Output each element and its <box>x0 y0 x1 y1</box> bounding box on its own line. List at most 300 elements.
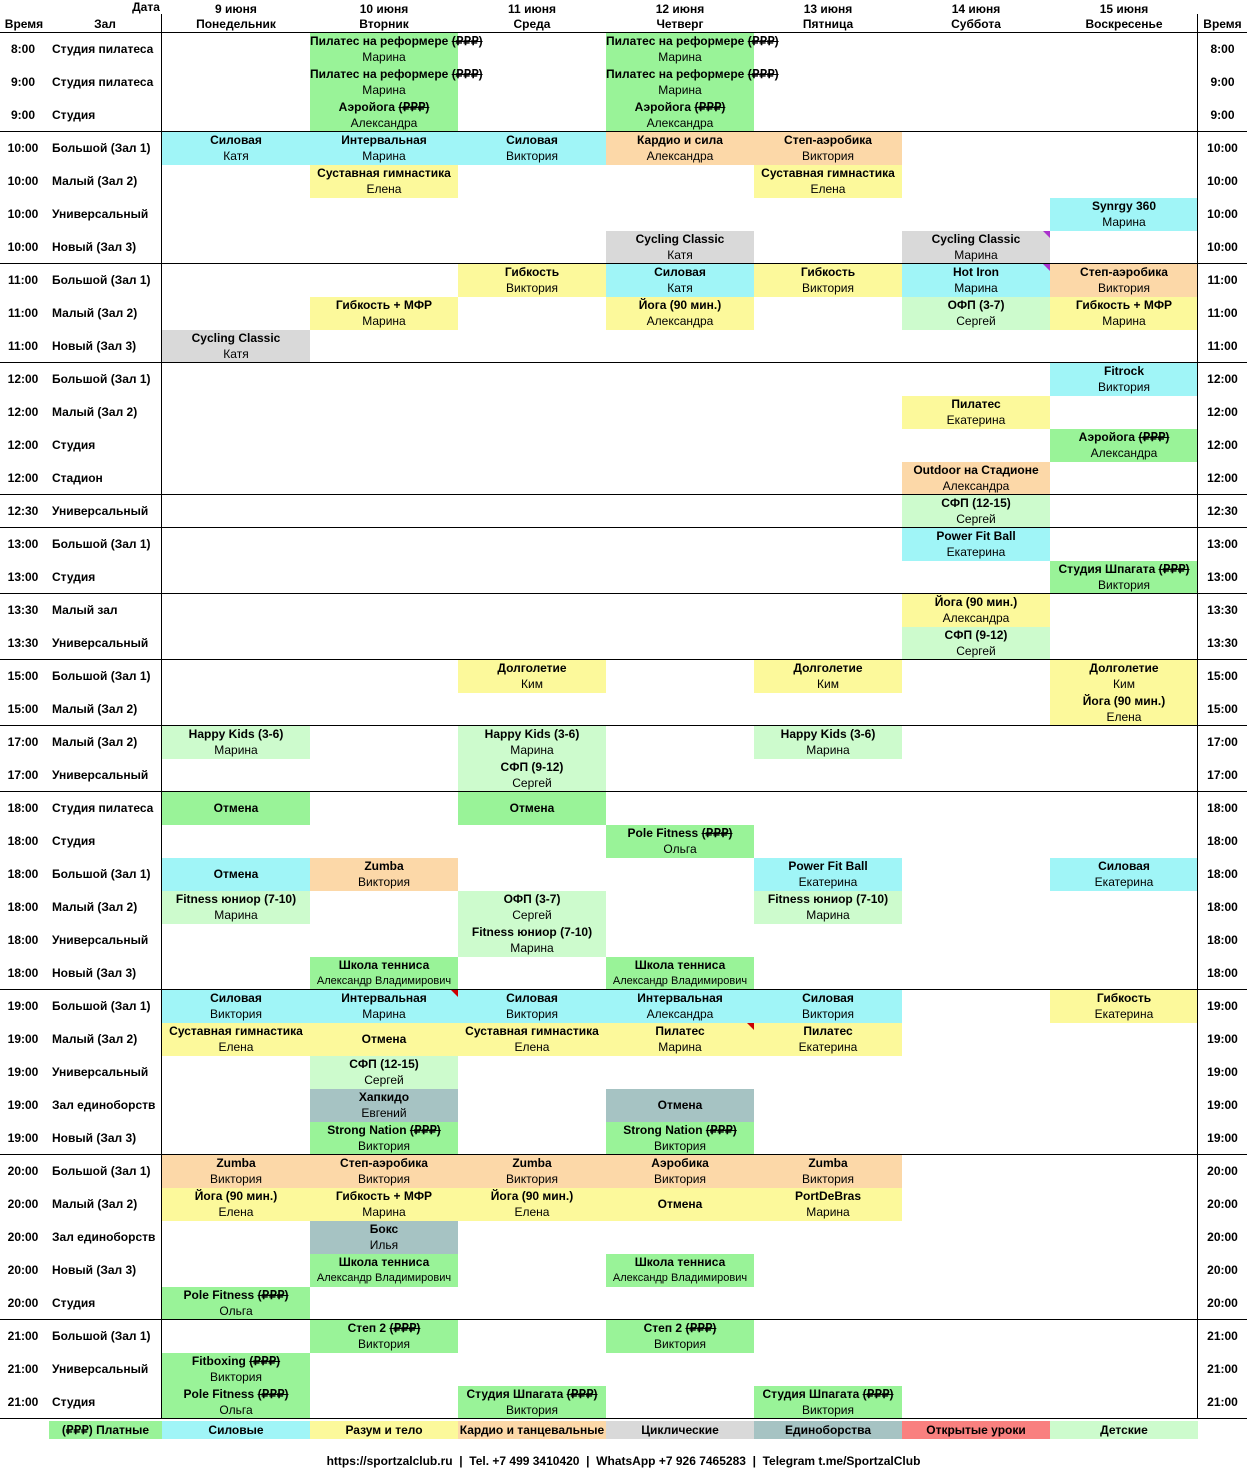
class-instructor: Виктория <box>1097 380 1150 394</box>
legend-item: Силовые <box>162 1421 310 1439</box>
class-title <box>162 1287 310 1303</box>
class-name: Студия Шпагата <box>1058 562 1156 576</box>
class-cell[interactable] <box>606 66 779 99</box>
class-name: Zumba <box>364 859 404 873</box>
row-time-right: 12:00 <box>1207 405 1238 419</box>
class-cell[interactable] <box>310 33 483 66</box>
class-cell[interactable] <box>310 1320 458 1353</box>
class-name: Школа тенниса <box>634 1255 726 1269</box>
row-time-right: 11:00 <box>1207 306 1238 320</box>
class-instructor: Сергей <box>956 512 996 526</box>
class-instructor: Сергей <box>364 1073 404 1087</box>
class-cell[interactable] <box>754 165 902 198</box>
day-date: 13 июня <box>803 2 853 16</box>
row-time-right: 10:00 <box>1207 174 1238 188</box>
row-time-right: 12:00 <box>1207 372 1238 386</box>
class-title <box>162 990 310 1006</box>
class-cell[interactable] <box>310 1023 458 1056</box>
header-time-label-right: Время <box>1203 17 1242 31</box>
day-weekday: Четверг <box>656 17 704 31</box>
row-time-right: 19:00 <box>1207 1098 1238 1112</box>
class-cell[interactable] <box>606 264 754 297</box>
class-name: ОФП (3-7) <box>503 892 561 906</box>
class-cell[interactable] <box>754 858 902 891</box>
class-cell[interactable] <box>310 1188 458 1221</box>
class-cell[interactable] <box>162 1155 310 1188</box>
class-name: Pole Fitness <box>183 1387 255 1401</box>
class-cell[interactable] <box>1050 990 1198 1023</box>
row-hall: Большой (Зал 1) <box>52 537 151 551</box>
day-date: 11 июня <box>508 2 556 16</box>
class-instructor: Марина <box>1102 215 1146 229</box>
class-name: Долголетие <box>1089 661 1159 675</box>
class-cell[interactable] <box>458 1155 606 1188</box>
class-title <box>606 957 754 973</box>
class-cell[interactable] <box>902 495 1050 528</box>
class-cell[interactable] <box>1050 264 1198 297</box>
class-title <box>310 1254 458 1270</box>
class-instructor: Ольга <box>219 1304 253 1318</box>
class-name: Гибкость + МФР <box>1075 298 1173 312</box>
class-cell[interactable] <box>606 1254 754 1287</box>
class-instructor: Сергей <box>956 644 996 658</box>
class-cell[interactable] <box>902 594 1050 627</box>
class-instructor: Виктория <box>209 1007 262 1021</box>
row-time: 12:00 <box>7 438 39 452</box>
row-time: 19:00 <box>7 1131 39 1145</box>
class-cell[interactable] <box>310 1122 458 1155</box>
price-tag: (₽₽₽) <box>747 67 779 81</box>
class-cell[interactable] <box>902 627 1050 660</box>
class-cell[interactable] <box>310 99 458 132</box>
class-instructor: Марина <box>658 1040 702 1054</box>
class-name: Хапкидо <box>358 1090 410 1104</box>
row-hall: Малый (Зал 2) <box>52 405 138 419</box>
class-cell[interactable] <box>162 1023 310 1056</box>
row-time-right: 15:00 <box>1207 669 1238 683</box>
row-time: 21:00 <box>7 1362 39 1376</box>
class-cell[interactable] <box>754 264 902 297</box>
class-title <box>310 165 458 181</box>
class-cell[interactable] <box>458 891 606 924</box>
legend-item: Открытые уроки <box>902 1421 1050 1439</box>
class-cell[interactable] <box>310 957 458 990</box>
class-instructor: Марина <box>954 248 998 262</box>
class-title <box>606 1155 754 1171</box>
class-instructor: Виктория <box>801 149 854 163</box>
class-cell[interactable] <box>754 1155 902 1188</box>
class-cell[interactable] <box>754 726 902 759</box>
class-title <box>162 858 310 891</box>
class-instructor: Марина <box>214 908 258 922</box>
class-cell[interactable] <box>458 726 606 759</box>
row-hall: Малый (Зал 2) <box>52 702 138 716</box>
row-hall: Новый (Зал 3) <box>52 1131 137 1145</box>
class-name: Zumba <box>512 1156 552 1170</box>
class-cell[interactable] <box>754 1023 902 1056</box>
row-time-right: 19:00 <box>1207 1065 1238 1079</box>
class-title <box>162 792 310 825</box>
class-instructor: Виктория <box>653 1139 706 1153</box>
row-time-right: 18:00 <box>1207 867 1238 881</box>
class-name: Пилатес на реформере <box>606 34 745 48</box>
row-hall: Студия пилатеса <box>52 75 154 89</box>
class-cell[interactable] <box>1050 693 1198 726</box>
class-cell[interactable] <box>606 1023 754 1056</box>
class-instructor: Ким <box>521 677 543 691</box>
class-name: Студия Шпагата <box>466 1387 564 1401</box>
row-time-right: 12:30 <box>1207 504 1238 518</box>
class-cell[interactable] <box>162 891 310 924</box>
row-time: 20:00 <box>7 1164 39 1178</box>
group-rule <box>0 494 1247 495</box>
class-instructor: Виктория <box>801 1172 854 1186</box>
group-rule <box>0 659 1247 660</box>
row-time-right: 18:00 <box>1207 900 1238 914</box>
row-hall: Универсальный <box>52 207 149 221</box>
class-name: Интервальная <box>341 991 427 1005</box>
row-time-right: 19:00 <box>1207 999 1238 1013</box>
class-cell[interactable] <box>606 231 754 264</box>
class-cell[interactable] <box>902 231 1050 264</box>
class-title <box>606 66 779 82</box>
class-cell[interactable] <box>606 1089 754 1122</box>
class-name: Power Fit Ball <box>788 859 868 873</box>
class-title <box>606 1122 754 1138</box>
class-cell[interactable] <box>902 396 1050 429</box>
class-name: Отмена <box>213 801 259 815</box>
class-name: Synrgy 360 <box>1091 199 1157 213</box>
class-instructor: Виктория <box>505 1007 558 1021</box>
class-cell[interactable] <box>162 1386 310 1419</box>
class-name: Пилатес на реформере <box>310 67 449 81</box>
row-hall: Зал единоборств <box>52 1098 156 1112</box>
class-title <box>162 1386 310 1402</box>
class-instructor: Марина <box>510 941 554 955</box>
group-rule <box>0 989 1247 990</box>
class-instructor: Виктория <box>505 1403 558 1417</box>
row-hall: Универсальный <box>52 636 149 650</box>
group-rule <box>0 263 1247 264</box>
class-cell[interactable] <box>310 990 458 1023</box>
row-time: 13:30 <box>7 636 39 650</box>
class-cell[interactable] <box>1050 660 1198 693</box>
class-cell[interactable] <box>754 891 902 924</box>
class-instructor: Виктория <box>801 1403 854 1417</box>
class-cell[interactable] <box>606 99 754 132</box>
legend-item: Разум и тело <box>310 1421 458 1439</box>
row-hall: Стадион <box>52 471 103 485</box>
class-title <box>1050 858 1198 874</box>
class-instructor: Марина <box>362 1205 406 1219</box>
row-time-right: 10:00 <box>1207 240 1238 254</box>
class-name: Happy Kids (3-6) <box>484 727 580 741</box>
class-instructor: Виктория <box>357 875 410 889</box>
class-name: Power Fit Ball <box>936 529 1016 543</box>
row-hall: Большой (Зал 1) <box>52 372 151 386</box>
class-instructor: Катя <box>223 149 249 163</box>
class-title <box>606 132 754 148</box>
row-time: 18:00 <box>7 900 39 914</box>
class-name: Гибкость + МФР <box>335 1189 433 1203</box>
class-title <box>754 660 902 676</box>
note-marker-icon <box>1043 231 1050 238</box>
class-cell[interactable] <box>754 1188 902 1221</box>
class-name: Cycling Classic <box>931 232 1021 246</box>
row-time-right: 13:00 <box>1207 570 1238 584</box>
class-instructor: Виктория <box>209 1172 262 1186</box>
class-cell[interactable] <box>458 990 606 1023</box>
class-title <box>1050 429 1198 445</box>
class-cell[interactable] <box>606 132 754 165</box>
class-title <box>902 231 1050 247</box>
class-instructor: Марина <box>510 743 554 757</box>
class-cell[interactable] <box>902 462 1050 495</box>
row-time: 17:00 <box>7 768 39 782</box>
class-cell[interactable] <box>754 1386 902 1419</box>
class-title <box>1050 297 1198 313</box>
price-tag: (₽₽₽) <box>389 1321 421 1335</box>
class-title <box>310 957 458 973</box>
class-cell[interactable] <box>1050 429 1198 462</box>
class-instructor: Виктория <box>209 1370 262 1384</box>
class-cell[interactable] <box>310 66 483 99</box>
row-hall: Универсальный <box>52 933 149 947</box>
class-title <box>458 792 606 825</box>
class-instructor: Александра <box>646 149 714 163</box>
class-name: Силовая <box>802 991 854 1005</box>
price-tag: (₽₽₽) <box>685 1321 717 1335</box>
class-name: Happy Kids (3-6) <box>780 727 876 741</box>
class-title <box>606 1089 754 1122</box>
class-cell[interactable] <box>310 1155 458 1188</box>
class-cell[interactable] <box>1050 858 1198 891</box>
row-time: 11:00 <box>7 306 39 320</box>
group-rule <box>0 791 1247 792</box>
class-cell[interactable] <box>162 726 310 759</box>
price-tag: (₽₽₽) <box>257 1288 289 1302</box>
class-instructor: Марина <box>658 50 702 64</box>
row-time: 15:00 <box>7 669 39 683</box>
class-name: Суставная гимнастика <box>317 166 451 180</box>
class-cell[interactable] <box>162 1287 310 1320</box>
class-cell[interactable] <box>458 1386 606 1419</box>
class-cell[interactable] <box>310 858 458 891</box>
row-time: 11:00 <box>7 273 39 287</box>
legend-item: Детские <box>1050 1421 1198 1439</box>
class-cell[interactable] <box>754 132 902 165</box>
class-name: Гибкость <box>504 265 560 279</box>
row-hall: Малый (Зал 2) <box>52 900 138 914</box>
class-name: Аэройога <box>634 100 692 114</box>
class-cell[interactable] <box>458 1188 606 1221</box>
class-cell[interactable] <box>606 1155 754 1188</box>
row-hall: Большой (Зал 1) <box>52 1329 151 1343</box>
row-hall: Студия пилатеса <box>52 42 154 56</box>
row-time: 12:00 <box>7 471 39 485</box>
class-title <box>606 1023 754 1039</box>
class-name: Cycling Classic <box>635 232 725 246</box>
class-title <box>1050 660 1198 676</box>
day-weekday: Пятница <box>802 17 854 31</box>
class-cell[interactable] <box>162 132 310 165</box>
class-cell[interactable] <box>606 1122 754 1155</box>
class-name: Интервальная <box>341 133 427 147</box>
row-hall: Большой (Зал 1) <box>52 867 151 881</box>
legend-item: Единоборства <box>754 1421 902 1439</box>
class-cell[interactable] <box>458 660 606 693</box>
class-title <box>162 1188 310 1204</box>
class-cell[interactable] <box>310 1254 458 1287</box>
class-title <box>606 1320 754 1336</box>
row-time: 20:00 <box>7 1296 39 1310</box>
class-cell[interactable] <box>902 528 1050 561</box>
header-time-label: Время <box>4 17 44 31</box>
class-title <box>458 1386 606 1402</box>
class-cell[interactable] <box>902 297 1050 330</box>
class-cell[interactable] <box>606 990 754 1023</box>
class-cell[interactable] <box>606 1188 754 1221</box>
class-title <box>458 1155 606 1171</box>
class-cell[interactable] <box>458 924 606 957</box>
class-name: Йога (90 мин.) <box>490 1189 574 1203</box>
row-time: 18:00 <box>7 933 39 947</box>
class-instructor: Марина <box>362 314 406 328</box>
class-title <box>310 1023 458 1056</box>
class-cell[interactable] <box>162 858 310 891</box>
class-cell[interactable] <box>606 825 754 858</box>
class-cell[interactable] <box>310 297 458 330</box>
class-cell[interactable] <box>310 165 458 198</box>
row-time: 10:00 <box>7 240 39 254</box>
row-hall: Студия <box>52 1296 96 1310</box>
class-cell[interactable] <box>902 264 1050 297</box>
class-name: Силовая <box>210 991 262 1005</box>
row-hall: Большой (Зал 1) <box>52 669 151 683</box>
class-name: Суставная гимнастика <box>169 1024 303 1038</box>
day-date: 14 июня <box>951 2 1001 16</box>
class-instructor: Екатерина <box>946 413 1006 427</box>
row-hall: Студия <box>52 834 96 848</box>
class-cell[interactable] <box>162 792 310 825</box>
class-instructor: Александра <box>942 611 1010 625</box>
price-tag: (₽₽₽) <box>694 100 726 114</box>
class-title <box>310 1089 458 1105</box>
class-cell[interactable] <box>310 1089 458 1122</box>
class-title <box>458 891 606 907</box>
price-tag: (₽₽₽) <box>862 1387 894 1401</box>
row-time-right: 12:00 <box>1207 471 1238 485</box>
class-cell[interactable] <box>754 660 902 693</box>
class-instructor: Екатерина <box>798 875 858 889</box>
class-cell[interactable] <box>310 132 458 165</box>
day-weekday: Среда <box>513 17 551 31</box>
class-cell[interactable] <box>606 297 754 330</box>
row-time: 19:00 <box>7 999 39 1013</box>
class-cell[interactable] <box>1050 198 1198 231</box>
class-title <box>902 528 1050 544</box>
class-cell[interactable] <box>458 759 606 792</box>
row-hall: Студия <box>52 438 96 452</box>
class-title <box>754 990 902 1006</box>
class-cell[interactable] <box>162 1188 310 1221</box>
price-tag: (₽₽₽) <box>1158 562 1190 576</box>
class-cell[interactable] <box>1050 363 1198 396</box>
class-title <box>1050 363 1198 379</box>
price-tag: (₽₽₽) <box>398 100 430 114</box>
class-cell[interactable] <box>458 792 606 825</box>
class-cell[interactable] <box>458 264 606 297</box>
class-instructor: Виктория <box>505 149 558 163</box>
class-cell[interactable] <box>606 1320 754 1353</box>
class-instructor: Екатерина <box>1094 1007 1154 1021</box>
row-hall: Большой (Зал 1) <box>52 141 151 155</box>
class-cell[interactable] <box>162 1353 310 1386</box>
class-name: Долголетие <box>497 661 567 675</box>
row-time: 12:00 <box>7 372 39 386</box>
class-instructor: Елена <box>514 1040 550 1054</box>
class-title <box>1050 990 1198 1006</box>
class-cell[interactable] <box>162 990 310 1023</box>
class-name: Отмена <box>657 1197 703 1211</box>
class-cell[interactable] <box>606 957 754 990</box>
row-time: 19:00 <box>7 1065 39 1079</box>
class-name: Гибкость <box>1096 991 1152 1005</box>
class-name: Отмена <box>509 801 555 815</box>
row-time: 8:00 <box>10 42 36 56</box>
class-instructor: Катя <box>667 248 693 262</box>
class-cell[interactable] <box>310 1221 458 1254</box>
class-title <box>310 1320 458 1336</box>
class-name: Интервальная <box>637 991 723 1005</box>
class-title <box>458 726 606 742</box>
class-title <box>754 1188 902 1204</box>
class-cell[interactable] <box>754 990 902 1023</box>
row-time: 13:00 <box>7 570 39 584</box>
class-title <box>458 132 606 148</box>
class-name: СФП (12-15) <box>941 496 1011 510</box>
class-cell[interactable] <box>310 1056 458 1089</box>
class-cell[interactable] <box>606 33 779 66</box>
class-cell[interactable] <box>458 132 606 165</box>
class-instructor: Елена <box>514 1205 550 1219</box>
row-time: 18:00 <box>7 867 39 881</box>
row-hall: Универсальный <box>52 1362 149 1376</box>
day-date: 15 июня <box>1099 2 1149 16</box>
class-title <box>458 924 606 940</box>
day-weekday: Вторник <box>359 17 409 31</box>
class-title <box>310 1188 458 1204</box>
class-cell[interactable] <box>1050 561 1198 594</box>
class-name: Пилатес <box>951 397 1001 411</box>
row-hall: Зал единоборств <box>52 1230 156 1244</box>
class-name: Fitrock <box>1103 364 1144 378</box>
day-date: 10 июня <box>359 2 409 16</box>
row-time-right: 13:00 <box>1207 537 1238 551</box>
class-instructor: Александра <box>942 479 1010 493</box>
class-name: СФП (12-15) <box>349 1057 419 1071</box>
price-tag: (₽₽₽) <box>701 826 733 840</box>
row-hall: Новый (Зал 3) <box>52 240 137 254</box>
class-title <box>902 594 1050 610</box>
class-cell[interactable] <box>1050 297 1198 330</box>
row-time-right: 10:00 <box>1207 207 1238 221</box>
row-hall: Универсальный <box>52 768 149 782</box>
class-instructor: Александра <box>646 314 714 328</box>
row-hall: Малый (Зал 2) <box>52 1197 138 1211</box>
class-cell[interactable] <box>162 330 310 363</box>
class-cell[interactable] <box>458 1023 606 1056</box>
